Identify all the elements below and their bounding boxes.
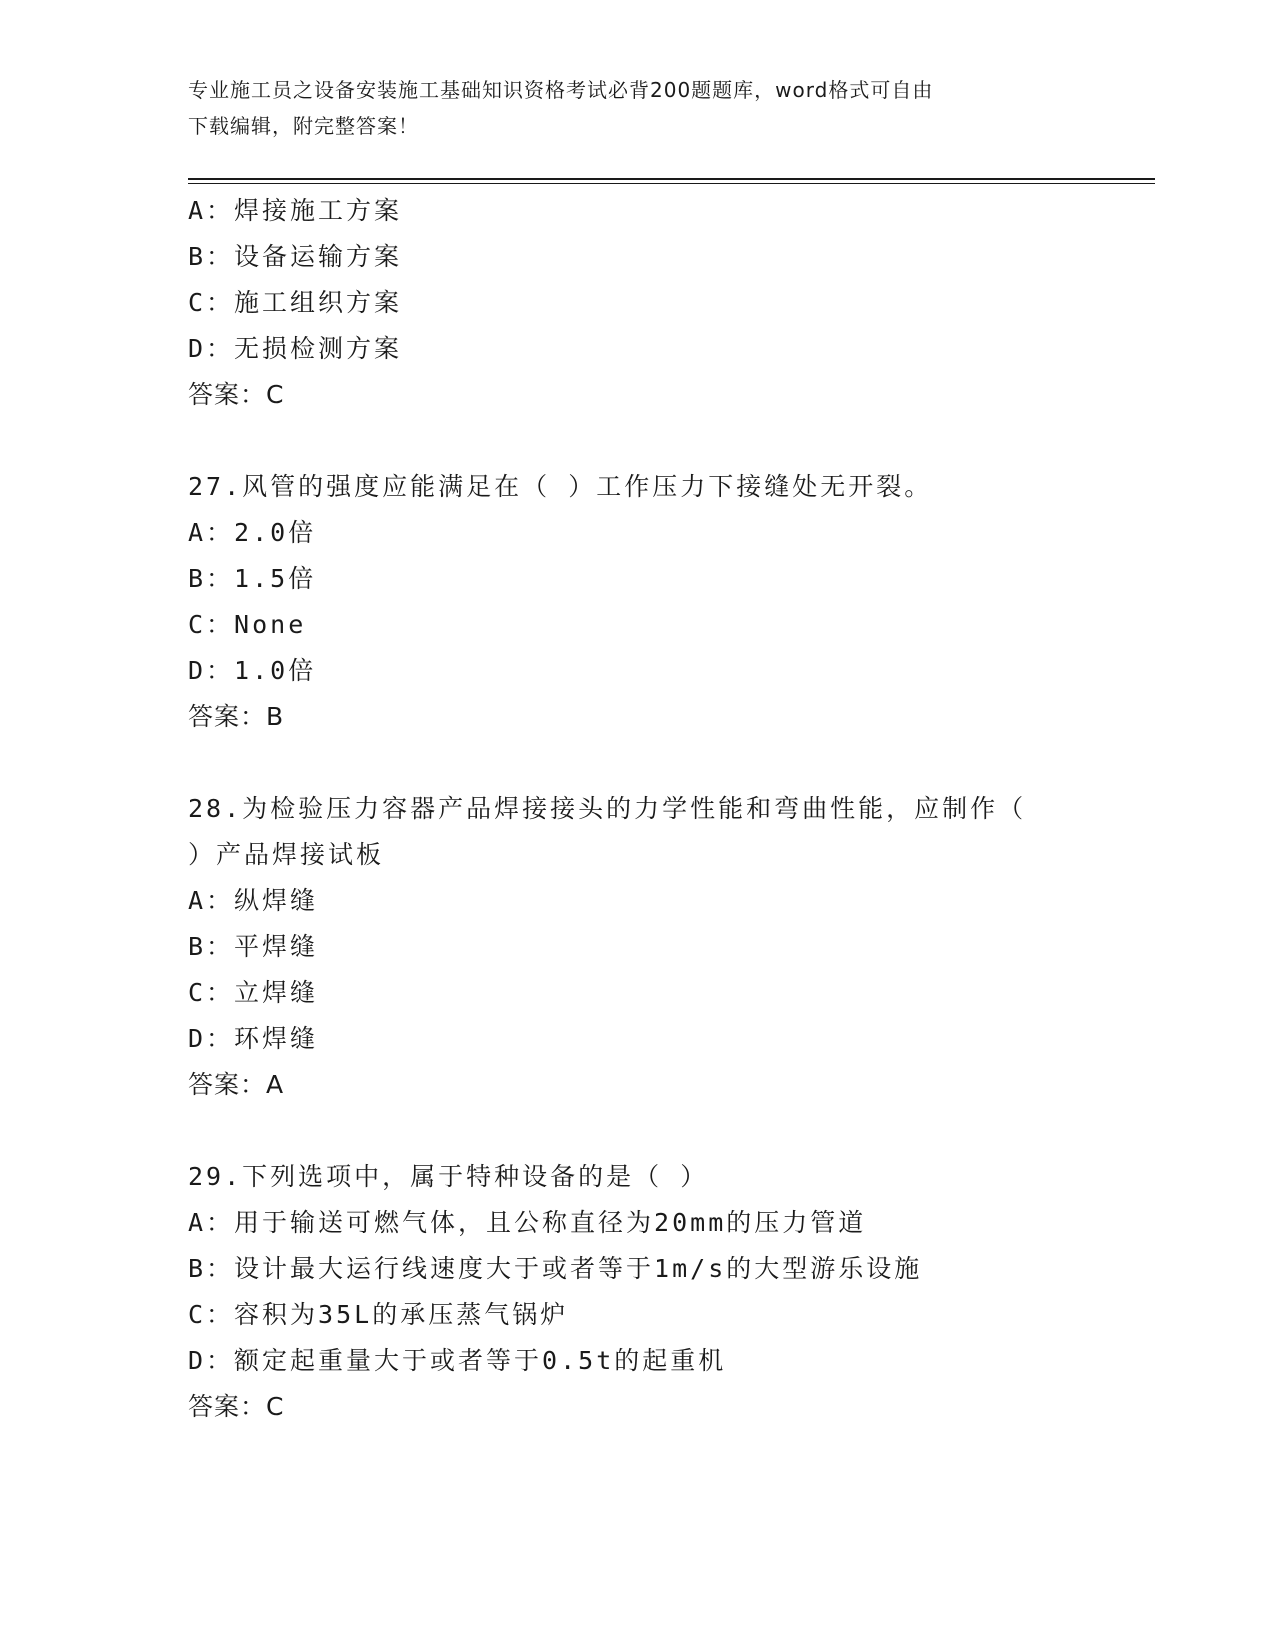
question-29-block bbox=[188, 1154, 1088, 1430]
question-text: 27.风管的强度应能满足在（ ）工作压力下接缝处无开裂。 bbox=[188, 472, 933, 501]
option-d: D：无损检测方案 bbox=[188, 334, 403, 363]
answer-line: 答案：B bbox=[188, 702, 285, 731]
option-b: B：1.5倍 bbox=[188, 564, 317, 593]
answer-line: 答案：A bbox=[188, 1070, 285, 1099]
option-a: A：纵焊缝 bbox=[188, 886, 319, 915]
answer-line: 答案：C bbox=[188, 1392, 285, 1421]
spacer bbox=[188, 418, 1088, 464]
option-a: A：2.0倍 bbox=[188, 518, 317, 547]
option-c: C：立焊缝 bbox=[188, 978, 319, 1007]
option-a: A：焊接施工方案 bbox=[188, 196, 403, 225]
option-b: B：设计最大运行线速度大于或者等于1m/s的大型游乐设施 bbox=[188, 1254, 923, 1283]
header-divider-thick bbox=[188, 178, 1155, 180]
header-divider-thin bbox=[188, 183, 1155, 184]
option-c: C：容积为35L的承压蒸气锅炉 bbox=[188, 1300, 569, 1329]
header-line-2: 下载编辑，附完整答案！ bbox=[188, 114, 419, 138]
answer-line: 答案：C bbox=[188, 380, 285, 409]
question-text-line-1: 28.为检验压力容器产品焊接接头的力学性能和弯曲性能，应制作（ bbox=[188, 794, 1027, 823]
option-c: C：None bbox=[188, 610, 307, 639]
option-c: C：施工组织方案 bbox=[188, 288, 403, 317]
option-b: B：设备运输方案 bbox=[188, 242, 403, 271]
question-list bbox=[188, 188, 1088, 1430]
question-text-line-2: ）产品焊接试板 bbox=[188, 840, 385, 869]
question-text: 29.下列选项中，属于特种设备的是（ ） bbox=[188, 1162, 709, 1191]
question-26-block bbox=[188, 188, 1088, 418]
option-a: A：用于输送可燃气体，且公称直径为20mm的压力管道 bbox=[188, 1208, 867, 1237]
document-header bbox=[188, 72, 1088, 144]
option-d: D：环焊缝 bbox=[188, 1024, 319, 1053]
spacer bbox=[188, 740, 1088, 786]
option-d: D：额定起重量大于或者等于0.5t的起重机 bbox=[188, 1346, 727, 1375]
header-line-1: 专业施工员之设备安装施工基础知识资格考试必背200题题库，word格式可自由 bbox=[188, 78, 934, 102]
spacer bbox=[188, 1108, 1088, 1154]
question-27-block bbox=[188, 464, 1088, 740]
option-d: D：1.0倍 bbox=[188, 656, 317, 685]
option-b: B：平焊缝 bbox=[188, 932, 319, 961]
question-28-block bbox=[188, 786, 1088, 1108]
